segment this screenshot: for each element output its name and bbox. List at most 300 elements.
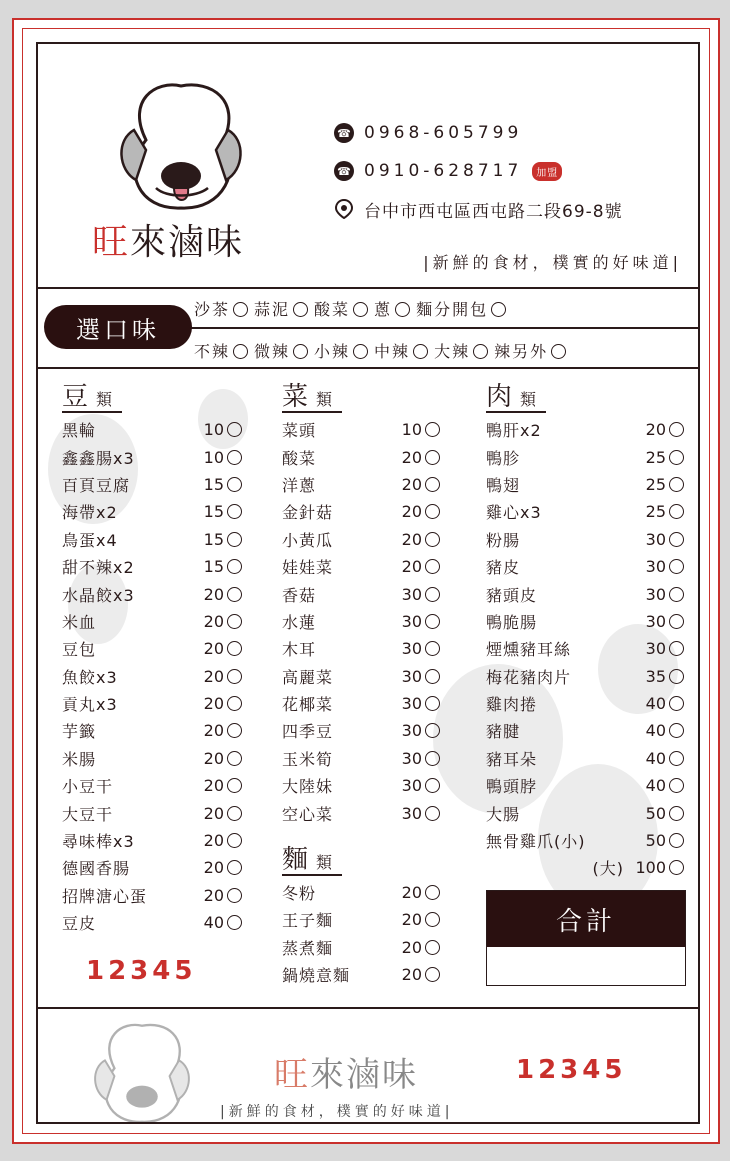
sheepdog-logo-icon xyxy=(90,1021,194,1124)
menu-item[interactable] xyxy=(62,526,242,553)
menu-item[interactable] xyxy=(486,443,684,470)
checkbox-circle-icon[interactable] xyxy=(425,450,440,465)
menu-item[interactable] xyxy=(62,580,242,607)
menu-item-name: 尋味棒x3 xyxy=(62,832,135,852)
checkbox-circle-icon[interactable] xyxy=(227,532,242,547)
footer xyxy=(38,1007,698,1124)
menu-item-name: 豆皮 xyxy=(62,914,97,934)
menu-item-price: 20 xyxy=(203,721,224,741)
menu-item-price: 20 xyxy=(401,557,422,577)
category-title: 菜 xyxy=(282,382,311,412)
menu-item[interactable] xyxy=(486,717,684,744)
phone-icon: ☎ xyxy=(334,161,354,181)
flavor-option[interactable] xyxy=(374,300,410,319)
checkbox-circle-icon[interactable] xyxy=(227,696,242,711)
menu-item-price: 20 xyxy=(203,831,224,851)
checkbox-circle-icon[interactable] xyxy=(227,669,242,684)
checkbox-circle-icon[interactable] xyxy=(227,723,242,738)
checkbox-circle-icon[interactable] xyxy=(669,614,684,629)
contact-phone-2[interactable] xyxy=(334,152,623,190)
menu-item-name: 蒸煮麵 xyxy=(282,938,334,958)
checkbox-circle-icon[interactable] xyxy=(425,641,440,656)
menu-item-name: 洋蔥 xyxy=(282,475,317,495)
menu-item-name: 梅花豬肉片 xyxy=(486,667,572,687)
item-list-meat xyxy=(486,416,684,882)
flavor-option[interactable] xyxy=(416,300,506,319)
category-suffix: 類 xyxy=(316,852,335,872)
menu-item[interactable] xyxy=(62,745,242,772)
address-text: 台中市西屯區西屯路二段69-8號 xyxy=(364,201,623,222)
menu-item-name: 粉腸 xyxy=(486,530,521,550)
menu-item-price: 30 xyxy=(645,529,666,549)
checkbox-circle-icon[interactable] xyxy=(425,669,440,684)
menu-item-name: 花椰菜 xyxy=(282,695,334,715)
menu-item[interactable] xyxy=(62,690,242,717)
checkbox-circle-icon[interactable] xyxy=(227,559,242,574)
menu-item[interactable] xyxy=(282,799,440,826)
checkbox-circle-icon[interactable] xyxy=(669,833,684,848)
category-heading-tofu xyxy=(62,372,242,416)
checkbox-circle-icon[interactable] xyxy=(227,477,242,492)
menu-item-price: 30 xyxy=(645,639,666,659)
menu-item-price: 25 xyxy=(645,447,666,467)
menu-item-name: 大豆干 xyxy=(62,804,114,824)
menu-item-name: 海帶x2 xyxy=(62,503,118,523)
menu-item-price: 20 xyxy=(401,965,422,985)
menu-item[interactable] xyxy=(486,827,684,854)
menu-item[interactable] xyxy=(62,553,242,580)
menu-item-price: 50 xyxy=(645,803,666,823)
checkbox-circle-icon[interactable] xyxy=(669,422,684,437)
menu-item[interactable] xyxy=(486,553,684,580)
checkbox-circle-icon[interactable] xyxy=(227,860,242,875)
menu-item[interactable] xyxy=(62,608,242,635)
checkbox-circle-icon[interactable] xyxy=(227,450,242,465)
menu-item-name: 招牌溏心蛋 xyxy=(62,886,148,906)
menu-item-price: 50 xyxy=(645,831,666,851)
menu-item[interactable] xyxy=(62,772,242,799)
column-tofu xyxy=(62,372,242,936)
flavor-option[interactable] xyxy=(254,300,308,319)
checkbox-circle-icon[interactable] xyxy=(227,587,242,602)
category-heading-veg xyxy=(282,372,440,416)
flavor-option-label: 辣另外 xyxy=(494,342,549,361)
checkbox-circle-icon[interactable] xyxy=(669,504,684,519)
menu-item-price: 30 xyxy=(401,803,422,823)
menu-item[interactable] xyxy=(486,799,684,826)
checkbox-circle-icon[interactable] xyxy=(669,751,684,766)
menu-item[interactable] xyxy=(62,717,242,744)
menu-item[interactable] xyxy=(282,416,440,443)
menu-item-price: 30 xyxy=(401,611,422,631)
checkbox-circle-icon[interactable] xyxy=(425,696,440,711)
menu-item-name: 水蓮 xyxy=(282,612,317,632)
menu-item[interactable] xyxy=(282,745,440,772)
checkbox-circle-icon[interactable] xyxy=(669,559,684,574)
checkbox-circle-icon[interactable] xyxy=(413,344,428,359)
menu-item-price: 20 xyxy=(401,474,422,494)
checkbox-circle-icon[interactable] xyxy=(425,912,440,927)
menu-item[interactable] xyxy=(282,663,440,690)
checkbox-circle-icon[interactable] xyxy=(425,967,440,982)
menu-item-price: 30 xyxy=(401,748,422,768)
menu-item-price: 20 xyxy=(203,694,224,714)
menu-item[interactable] xyxy=(282,690,440,717)
franchise-badge: 加盟 xyxy=(532,162,562,181)
menu-item[interactable] xyxy=(282,717,440,744)
menu-item[interactable] xyxy=(62,909,242,936)
menu-item-price: 20 xyxy=(203,803,224,823)
checkbox-circle-icon[interactable] xyxy=(227,751,242,766)
menu-item-price: 30 xyxy=(401,666,422,686)
menu-item-name: 黑輪 xyxy=(62,421,97,441)
menu-item[interactable] xyxy=(486,416,684,443)
category-title: 麵 xyxy=(282,844,311,875)
category-title: 豆 xyxy=(62,382,91,412)
menu-item[interactable] xyxy=(62,443,242,470)
checkbox-circle-icon[interactable] xyxy=(227,641,242,656)
item-list-tofu xyxy=(62,416,242,936)
menu-item-name: 冬粉 xyxy=(282,884,317,904)
menu-item[interactable] xyxy=(282,934,440,961)
brand-name-first: 旺 xyxy=(92,222,131,263)
checkbox-circle-icon[interactable] xyxy=(669,532,684,547)
total-box[interactable] xyxy=(486,890,686,986)
menu-item[interactable] xyxy=(486,526,684,553)
menu-item-name: 豬腱 xyxy=(486,722,521,742)
menu-item-name: 鴨肝x2 xyxy=(486,421,542,441)
checkbox-circle-icon[interactable] xyxy=(425,422,440,437)
phone-number-1: 0968-605799 xyxy=(364,123,523,143)
checkbox-circle-icon[interactable] xyxy=(669,641,684,656)
flavor-option-label: 麵分開包 xyxy=(416,300,489,319)
menu-item-price: 40 xyxy=(645,721,666,741)
category-suffix: 類 xyxy=(316,390,335,409)
menu-item-price: 100 xyxy=(635,858,666,878)
menu-item-name: 米腸 xyxy=(62,749,97,769)
flavor-option-label: 中辣 xyxy=(374,342,411,361)
checkbox-circle-icon[interactable] xyxy=(491,302,506,317)
checkbox-circle-icon[interactable] xyxy=(425,806,440,821)
flavor-option-label: 蒜泥 xyxy=(254,300,291,319)
menu-item-name: 大陸妹 xyxy=(282,777,334,797)
flavor-section xyxy=(38,287,698,369)
menu-item-price: 15 xyxy=(203,557,224,577)
menu-item-name: 高麗菜 xyxy=(282,667,334,687)
shop-code: 12345 xyxy=(86,956,197,986)
contact-list xyxy=(334,114,623,228)
menu-item-name: 雞肉捲 xyxy=(486,695,538,715)
footer-shop-code: 12345 xyxy=(516,1055,627,1085)
menu-sheet xyxy=(12,18,720,1144)
menu-item-price: 25 xyxy=(645,502,666,522)
menu-item-name: 鴨脆腸 xyxy=(486,612,538,632)
menu-item[interactable] xyxy=(282,879,440,906)
checkbox-circle-icon[interactable] xyxy=(425,723,440,738)
checkbox-circle-icon[interactable] xyxy=(233,344,248,359)
checkbox-circle-icon[interactable] xyxy=(551,344,566,359)
menu-item-name: 豬頭皮 xyxy=(486,585,538,605)
column-meat xyxy=(486,372,684,882)
footer-slogan: |新鮮的食材，樸實的好味道| xyxy=(220,1104,454,1120)
menu-item-name: 四季豆 xyxy=(282,722,334,742)
flavor-option[interactable] xyxy=(194,342,248,361)
menu-item[interactable] xyxy=(282,906,440,933)
menu-item-name: 鴨頭脖 xyxy=(486,777,538,797)
menu-item-name: 玉米筍 xyxy=(282,749,334,769)
menu-item-name: 鳥蛋x4 xyxy=(62,530,118,550)
menu-item-name: 小黃瓜 xyxy=(282,530,334,550)
menu-item-price: 35 xyxy=(645,666,666,686)
menu-item-price: 10 xyxy=(203,420,224,440)
location-pin-icon xyxy=(334,199,354,219)
checkbox-circle-icon[interactable] xyxy=(425,504,440,519)
menu-item-price: 20 xyxy=(401,937,422,957)
category-suffix: 類 xyxy=(96,390,115,409)
flavor-option[interactable] xyxy=(194,300,248,319)
menu-item-name: 金針菇 xyxy=(282,503,334,523)
menu-item-name: 鑫鑫腸x3 xyxy=(62,448,135,468)
menu-item-price: 30 xyxy=(401,776,422,796)
menu-item-name: 豬耳朵 xyxy=(486,749,538,769)
menu-item-name: 煙燻豬耳絲 xyxy=(486,640,572,660)
menu-item-price: 30 xyxy=(401,639,422,659)
checkbox-circle-icon[interactable] xyxy=(227,422,242,437)
menu-item-name: 甜不辣x2 xyxy=(62,558,135,578)
phone-number-2: 0910-628717 xyxy=(364,161,523,181)
menu-item-price: 20 xyxy=(203,584,224,604)
menu-item-name: 酸菜 xyxy=(282,448,317,468)
flavor-option-label: 大辣 xyxy=(434,342,471,361)
checkbox-circle-icon[interactable] xyxy=(227,614,242,629)
menu-item-price: 15 xyxy=(203,502,224,522)
menu-item-name: 大腸 xyxy=(486,804,521,824)
menu-item-price: 30 xyxy=(645,557,666,577)
menu-item-name: 木耳 xyxy=(282,640,317,660)
menu-item-price: 15 xyxy=(203,529,224,549)
menu-item-price: 20 xyxy=(401,529,422,549)
menu-item[interactable] xyxy=(486,498,684,525)
checkbox-circle-icon[interactable] xyxy=(227,806,242,821)
category-heading-noodle xyxy=(282,835,440,879)
menu-item-price: 15 xyxy=(203,474,224,494)
checkbox-circle-icon[interactable] xyxy=(669,587,684,602)
menu-item[interactable] xyxy=(62,799,242,826)
menu-item-price: 20 xyxy=(203,776,224,796)
checkbox-circle-icon[interactable] xyxy=(227,915,242,930)
menu-item-price: 20 xyxy=(203,748,224,768)
checkbox-circle-icon[interactable] xyxy=(669,723,684,738)
menu-item-price: 25 xyxy=(645,474,666,494)
menu-item[interactable] xyxy=(282,608,440,635)
header xyxy=(38,44,698,271)
flavor-options-spice xyxy=(194,339,572,362)
flavor-option-label: 酸菜 xyxy=(314,300,351,319)
menu-item[interactable] xyxy=(62,416,242,443)
flavor-option[interactable] xyxy=(374,342,428,361)
checkbox-circle-icon[interactable] xyxy=(473,344,488,359)
menu-item[interactable] xyxy=(486,580,684,607)
flavor-option-label: 小辣 xyxy=(314,342,351,361)
menu-item-name: 豆包 xyxy=(62,640,97,660)
checkbox-circle-icon[interactable] xyxy=(293,302,308,317)
flavor-option[interactable] xyxy=(434,342,488,361)
menu-item-price: 40 xyxy=(645,694,666,714)
menu-item[interactable] xyxy=(62,663,242,690)
menu-item[interactable] xyxy=(282,635,440,662)
menu-item-price: 20 xyxy=(401,883,422,903)
flavor-option-label: 不辣 xyxy=(194,342,231,361)
menu-item[interactable] xyxy=(62,471,242,498)
menu-item-name: 百頁豆腐 xyxy=(62,475,131,495)
footer-brand-rest: 來滷味 xyxy=(310,1055,418,1095)
item-list-veg xyxy=(282,416,440,827)
menu-item[interactable] xyxy=(486,663,684,690)
menu-item-price: 20 xyxy=(203,639,224,659)
total-label: 合計 xyxy=(487,891,685,947)
column-veg xyxy=(282,372,440,988)
menu-item-name: 德國香腸 xyxy=(62,859,131,879)
checkbox-circle-icon[interactable] xyxy=(425,559,440,574)
menu-item-name: 空心菜 xyxy=(282,804,334,824)
menu-item[interactable] xyxy=(486,745,684,772)
checkbox-circle-icon[interactable] xyxy=(293,344,308,359)
checkbox-circle-icon[interactable] xyxy=(227,833,242,848)
menu-item[interactable] xyxy=(486,471,684,498)
category-heading-meat xyxy=(486,372,684,416)
menu-item-name: 水晶餃x3 xyxy=(62,585,135,605)
checkbox-circle-icon[interactable] xyxy=(227,888,242,903)
menu-item[interactable] xyxy=(62,498,242,525)
footer-brand-first: 旺 xyxy=(274,1055,310,1095)
menu-item-name: 無骨雞爪(小) xyxy=(486,832,586,852)
menu-item-price: 20 xyxy=(645,420,666,440)
menu-item-name: 芋籤 xyxy=(62,722,97,742)
slogan: |新鮮的食材，樸實的好味道| xyxy=(423,253,682,272)
checkbox-circle-icon[interactable] xyxy=(425,587,440,602)
menu-item[interactable] xyxy=(282,526,440,553)
flavor-label: 選口味 xyxy=(44,305,192,349)
flavor-option[interactable] xyxy=(254,342,308,361)
menu-item-price: 20 xyxy=(203,611,224,631)
checkbox-circle-icon[interactable] xyxy=(669,669,684,684)
menu-item[interactable] xyxy=(282,553,440,580)
menu-item-name: (大) xyxy=(592,859,624,879)
contact-address[interactable] xyxy=(334,190,623,228)
flavor-option-label: 沙茶 xyxy=(194,300,231,319)
menu-item-price: 20 xyxy=(401,447,422,467)
menu-item-name: 娃娃菜 xyxy=(282,558,334,578)
flavor-options-sauce xyxy=(194,297,512,320)
menu-item[interactable] xyxy=(282,498,440,525)
menu-item-price: 20 xyxy=(203,666,224,686)
menu-item[interactable] xyxy=(62,882,242,909)
menu-item[interactable] xyxy=(486,635,684,662)
menu-item-name: 香菇 xyxy=(282,585,317,605)
brand-name xyxy=(92,214,244,265)
menu-item-price: 40 xyxy=(645,776,666,796)
flavor-option[interactable] xyxy=(314,342,368,361)
checkbox-circle-icon[interactable] xyxy=(669,860,684,875)
menu-item[interactable] xyxy=(486,854,684,881)
flavor-option-label: 蔥 xyxy=(374,300,393,319)
menu-body xyxy=(38,372,698,1007)
menu-item[interactable] xyxy=(486,690,684,717)
footer-brand xyxy=(274,1047,418,1096)
checkbox-circle-icon[interactable] xyxy=(353,344,368,359)
flavor-divider xyxy=(188,327,698,329)
checkbox-circle-icon[interactable] xyxy=(395,302,410,317)
checkbox-circle-icon[interactable] xyxy=(227,504,242,519)
menu-item-name: 魚餃x3 xyxy=(62,667,118,687)
flavor-option[interactable] xyxy=(494,342,566,361)
menu-item-name: 雞心x3 xyxy=(486,503,542,523)
phone-icon: ☎ xyxy=(334,123,354,143)
checkbox-circle-icon[interactable] xyxy=(669,778,684,793)
menu-item-price: 20 xyxy=(401,910,422,930)
checkbox-circle-icon[interactable] xyxy=(233,302,248,317)
menu-frame xyxy=(36,42,700,1124)
menu-item-name: 王子麵 xyxy=(282,911,334,931)
checkbox-circle-icon[interactable] xyxy=(669,696,684,711)
flavor-option-label: 微辣 xyxy=(254,342,291,361)
checkbox-circle-icon[interactable] xyxy=(669,477,684,492)
menu-item[interactable] xyxy=(282,772,440,799)
menu-item[interactable] xyxy=(282,471,440,498)
checkbox-circle-icon[interactable] xyxy=(425,751,440,766)
menu-item-price: 20 xyxy=(203,885,224,905)
menu-item-price: 30 xyxy=(401,721,422,741)
checkbox-circle-icon[interactable] xyxy=(669,450,684,465)
menu-item[interactable] xyxy=(282,961,440,988)
checkbox-circle-icon[interactable] xyxy=(227,778,242,793)
menu-item[interactable] xyxy=(282,580,440,607)
checkbox-circle-icon[interactable] xyxy=(425,940,440,955)
checkbox-circle-icon[interactable] xyxy=(353,302,368,317)
menu-item-name: 菜頭 xyxy=(282,421,317,441)
menu-item[interactable] xyxy=(62,635,242,662)
menu-item[interactable] xyxy=(62,854,242,881)
menu-item-price: 10 xyxy=(203,447,224,467)
menu-item-name: 鍋燒意麵 xyxy=(282,966,351,986)
category-suffix: 類 xyxy=(520,390,539,409)
menu-item[interactable] xyxy=(62,827,242,854)
menu-item-price: 30 xyxy=(401,584,422,604)
item-list-noodle xyxy=(282,879,440,989)
menu-item-price: 20 xyxy=(203,858,224,878)
checkbox-circle-icon[interactable] xyxy=(425,532,440,547)
menu-item-price: 30 xyxy=(645,584,666,604)
category-title: 肉 xyxy=(486,382,515,412)
checkbox-circle-icon[interactable] xyxy=(425,477,440,492)
checkbox-circle-icon[interactable] xyxy=(425,885,440,900)
menu-item-price: 20 xyxy=(401,502,422,522)
menu-item[interactable] xyxy=(486,608,684,635)
menu-item-name: 貢丸x3 xyxy=(62,695,118,715)
menu-item-price: 40 xyxy=(645,748,666,768)
checkbox-circle-icon[interactable] xyxy=(669,806,684,821)
contact-phone-1[interactable] xyxy=(334,114,623,152)
flavor-option[interactable] xyxy=(314,300,368,319)
checkbox-circle-icon[interactable] xyxy=(425,778,440,793)
menu-item-price: 10 xyxy=(401,420,422,440)
menu-item[interactable] xyxy=(486,772,684,799)
sheepdog-logo-icon xyxy=(116,80,246,212)
brand-name-rest: 來滷味 xyxy=(130,222,245,263)
menu-item[interactable] xyxy=(282,443,440,470)
menu-item-name: 小豆干 xyxy=(62,777,114,797)
checkbox-circle-icon[interactable] xyxy=(425,614,440,629)
